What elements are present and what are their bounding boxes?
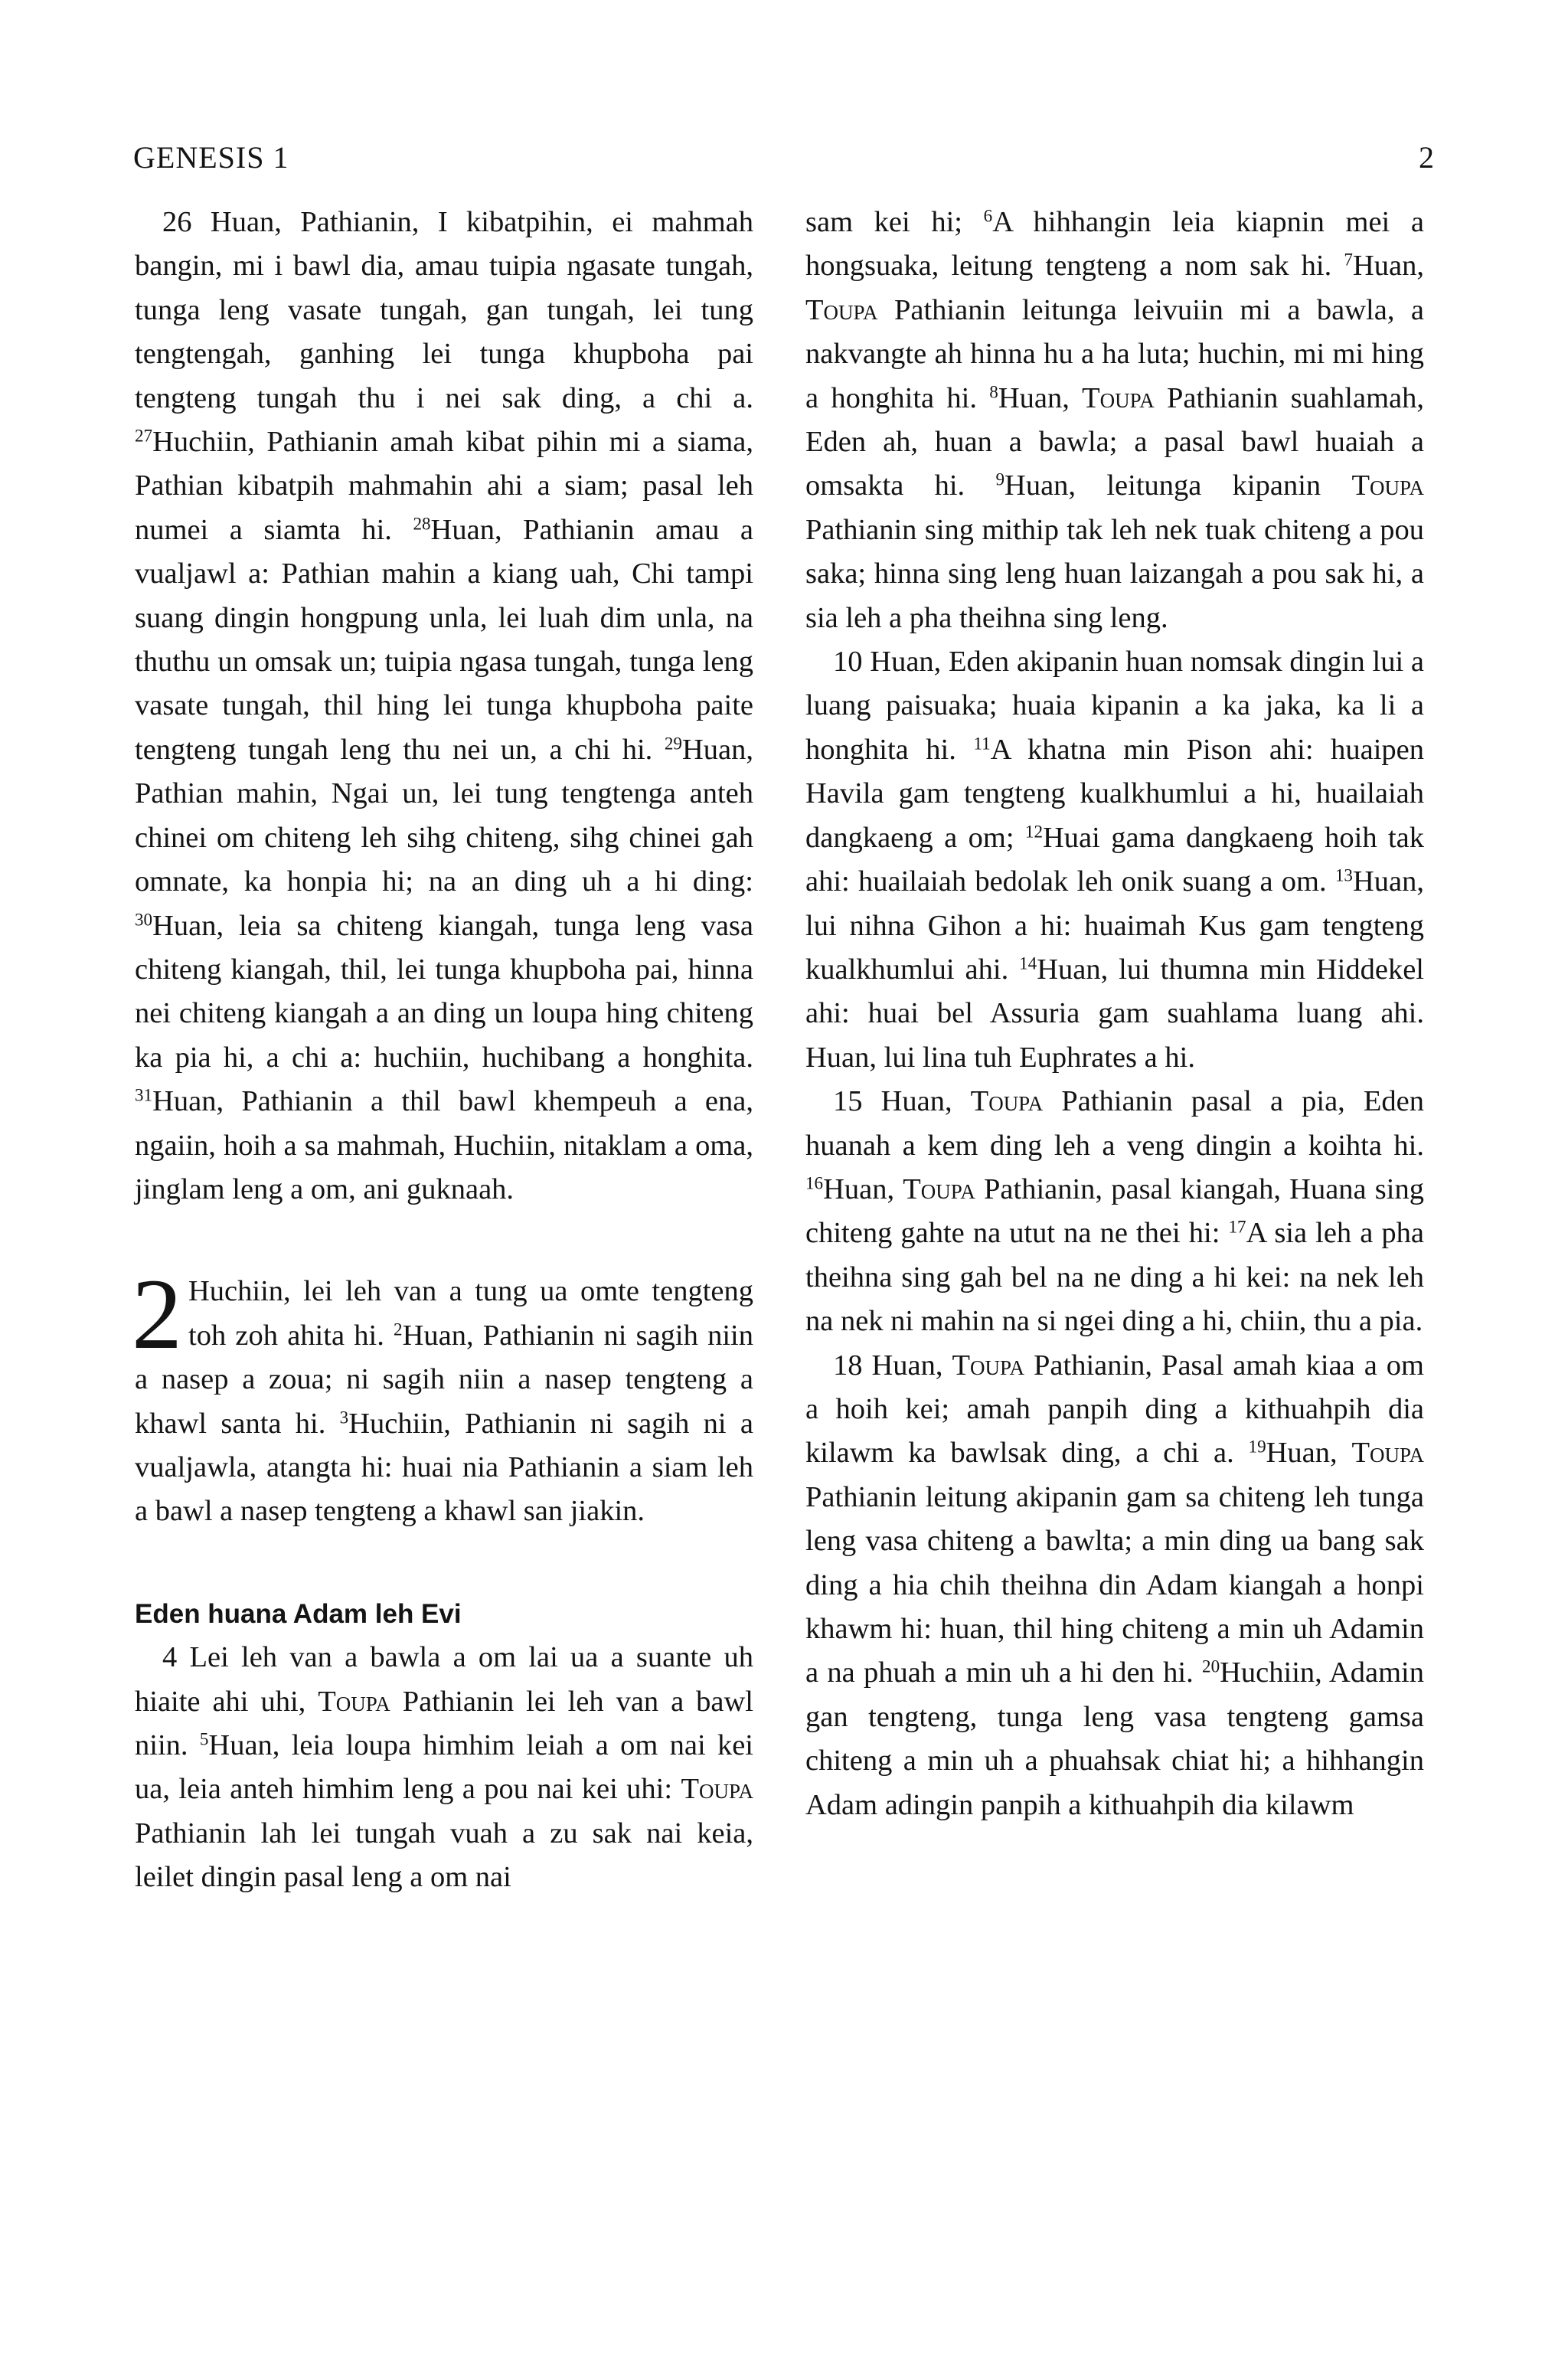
- divine-name-small-caps: Toupa: [970, 1085, 1044, 1118]
- verse-number: 27: [135, 425, 153, 446]
- verse-number: 19: [1248, 1436, 1266, 1457]
- verse-number: 5: [199, 1728, 209, 1749]
- verse-number: 6: [983, 205, 993, 226]
- verse-number: 30: [135, 908, 153, 929]
- paragraph: 10 Huan, Eden akipanin huan nomsak dingin lui a luang paisuaka; huaia kipanin a ka jaka, ka li a honghita hi. $^{11}$A khatna min Pison ahi: huaipen Havila gam tengteng kualkhumlui a hi, huailaiah dangkaeng a om; $^{12}$Huai gama dangkaeng hoih tak ahi: huailaiah bedolak leh onik suang a om. $^{13}$Huan, lui nihna Gihon a hi: huaimah Kus gam tengteng kualkhumlui ahi. $^{14}$Huan, lui thumna min Hiddekel ahi: huai bel Assuria gam suahlama luang ahi. Huan, lui lina tuh Euphrates a hi.: [805, 646, 1424, 1074]
- verse-number: 17: [1228, 1216, 1246, 1237]
- chapter-2-opening: [132, 1257, 754, 1533]
- section-heading: Eden huana Adam leh Evi: [135, 1598, 462, 1629]
- verse-number: 13: [1334, 865, 1353, 885]
- verse-number: 8: [989, 381, 998, 401]
- verse-number: 7: [1344, 249, 1353, 270]
- page-number: 2: [1419, 140, 1435, 175]
- verse-number: 9: [995, 469, 1005, 489]
- paragraph: sam kei hi; $^6$A hihhangin leia kiapnin mei a hongsuaka, leitung tengteng a nom sak hi. $^7$Huan, Toupa Pathianin leitunga leivuiin mi a bawla, a nakvangte ah hinna hu a ha luta; huchin, mi mi hing a honghita hi. $^8$Huan, Toupa Pathianin suahlamah, Eden ah, huan a bawla; a pasal bawl huaiah a omsakta hi. $^9$Huan, leitunga kipanin Toupa Pathianin sing mithip tak leh nek tuak chiteng a pou saka; hinna sing leng huan laizangah a pou sak hi, a sia leh a pha theihna sing leng.: [805, 205, 1425, 634]
- paragraph: 18 Huan, Toupa Pathianin, Pasal amah kiaa a om a hoih kei; amah panpih ding a kithuahpih dia kilawm ka bawlsak ding, a chi a. $^{19}$Huan, Toupa Pathianin leitung akipanin gam sa chiteng leh tunga leng vasa chiteng a bawlta; a min ding ua bang sak ding a hia chih theihna din Adam kiangah a honpi khawm hi: huan, thil hing chiteng a min uh Adamin a na phuah a min uh a hi den hi. $^{20}$Huchiin, Adamin gan tengteng, tunga leng vasa tengteng gamsa chiteng a min uh a phuahsak chiat hi; a hihhangin Adam adingin panpih a kithuahpih dia kilawm: [805, 1349, 1424, 1821]
- book-chapter-title: GENESIS 1: [133, 140, 289, 175]
- verse-number: 11: [973, 733, 991, 754]
- verse-number: 20: [1202, 1656, 1220, 1676]
- divine-name-small-caps: Toupa: [681, 1773, 753, 1806]
- paragraph: 26 Huan, Pathianin, I kibatpihin, ei mahmah bangin, mi i bawl dia, amau tuipia ngasate tungah, tunga leng vasate tungah, gan tungah, lei tung tengtengah, ganhing lei tunga khupboha pai tengteng tungah thu i nei sak ding, a chi a. $^{27}$Huchiin, Pathianin amah kibat pihin mi a siama, Pathian kibatpih mahmahin ahi a siam; pasal leh numei a siamta hi. $^{28}$Huan, Pathianin amau a vualjawl a: Pathian mahin a kiang uah, Chi tampi suang dingin hongpung unla, lei luah dim unla, na thuthu un omsak un; tuipia ngasa tungah, tunga leng vasate tungah, thil hing lei tunga khupboha paite tengteng tungah leng thu nei un, a chi hi. $^{29}$Huan, Pathian mahin, Ngai un, lei tung tengtenga anteh chinei om chiteng leh sihg chiteng, sihg chinei gah omnate, ka honpia hi; na an ding uh a hi ding: $^{30}$Huan, leia sa chiteng kiangah, tunga leng vasa chiteng kiangah, thil, lei tunga khupboha pai, hinna nei chiteng kiangah a an ding un loupa hing chiteng ka pia hi, a chi a: huchiin, huchibang a honghita. $^{31}$Huan, Pathianin a thil bawl khempeuh a ena, ngaiin, hoih a sa mahmah, Huchiin, nitaklam a oma, jinglam leng a om, ani guknaah.: [135, 206, 753, 1205]
- left-column: [132, 201, 754, 1900]
- chapter-number-dropcap: 2: [132, 1257, 182, 1371]
- verse-number: 28: [413, 513, 431, 534]
- chapter-2-text: Huchiin, lei leh van a tung ua omte tengteng toh zoh ahita hi. $^2$Huan, Pathianin ni sagih niin a nasep a zoua; ni sagih niin a nasep tengteng a khawl santa hi. $^3$Huchiin, Pathianin ni sagih ni a vualjawla, atangta hi: huai nia Pathianin a siam leh a bawl a nasep tengteng a khawl san jiakin.: [135, 1275, 754, 1528]
- divine-name-small-caps: Toupa: [1351, 469, 1425, 502]
- divine-name-small-caps: Toupa: [318, 1685, 390, 1718]
- right-column: [805, 201, 1424, 1827]
- divine-name-small-caps: Toupa: [952, 1349, 1025, 1382]
- verse-number: 14: [1019, 953, 1037, 973]
- divine-name-small-caps: Toupa: [903, 1172, 975, 1205]
- verse-number: 16: [805, 1172, 824, 1193]
- divine-name-small-caps: Toupa: [1351, 1437, 1424, 1470]
- divine-name-small-caps: Toupa: [805, 293, 878, 326]
- verse-number: 2: [394, 1319, 403, 1339]
- verse-number: 31: [135, 1084, 153, 1105]
- verse-number: 29: [664, 733, 682, 754]
- divine-name-small-caps: Toupa: [1082, 381, 1155, 414]
- paragraph: 4 Lei leh van a bawla a om lai ua a suante uh hiaite ahi uhi, Toupa Pathianin lei leh van a bawl niin. $^5$Huan, leia loupa himhim leiah a om nai kei ua, leia anteh himhim leng a pou nai kei uhi: Toupa Pathianin lah lei tungah vuah a zu sak nai keia, leilet dingin pasal leng a om nai: [135, 1641, 753, 1894]
- running-head: [133, 135, 1435, 181]
- paragraph: 15 Huan, Toupa Pathianin pasal a pia, Eden huanah a kem ding leh a veng dingin a koihta hi. $^{16}$Huan, Toupa Pathianin, pasal kiangah, Huana sing chiteng gahte na utut na ne thei hi: $^{17}$A sia leh a pha theihna sing gah bel na ne ding a hi kei: na nek leh na nek ni mahin na si ngei ding a hi, chiin, thu a pia.: [805, 1085, 1424, 1338]
- verse-number: 12: [1024, 820, 1043, 841]
- verse-number: 3: [339, 1406, 349, 1427]
